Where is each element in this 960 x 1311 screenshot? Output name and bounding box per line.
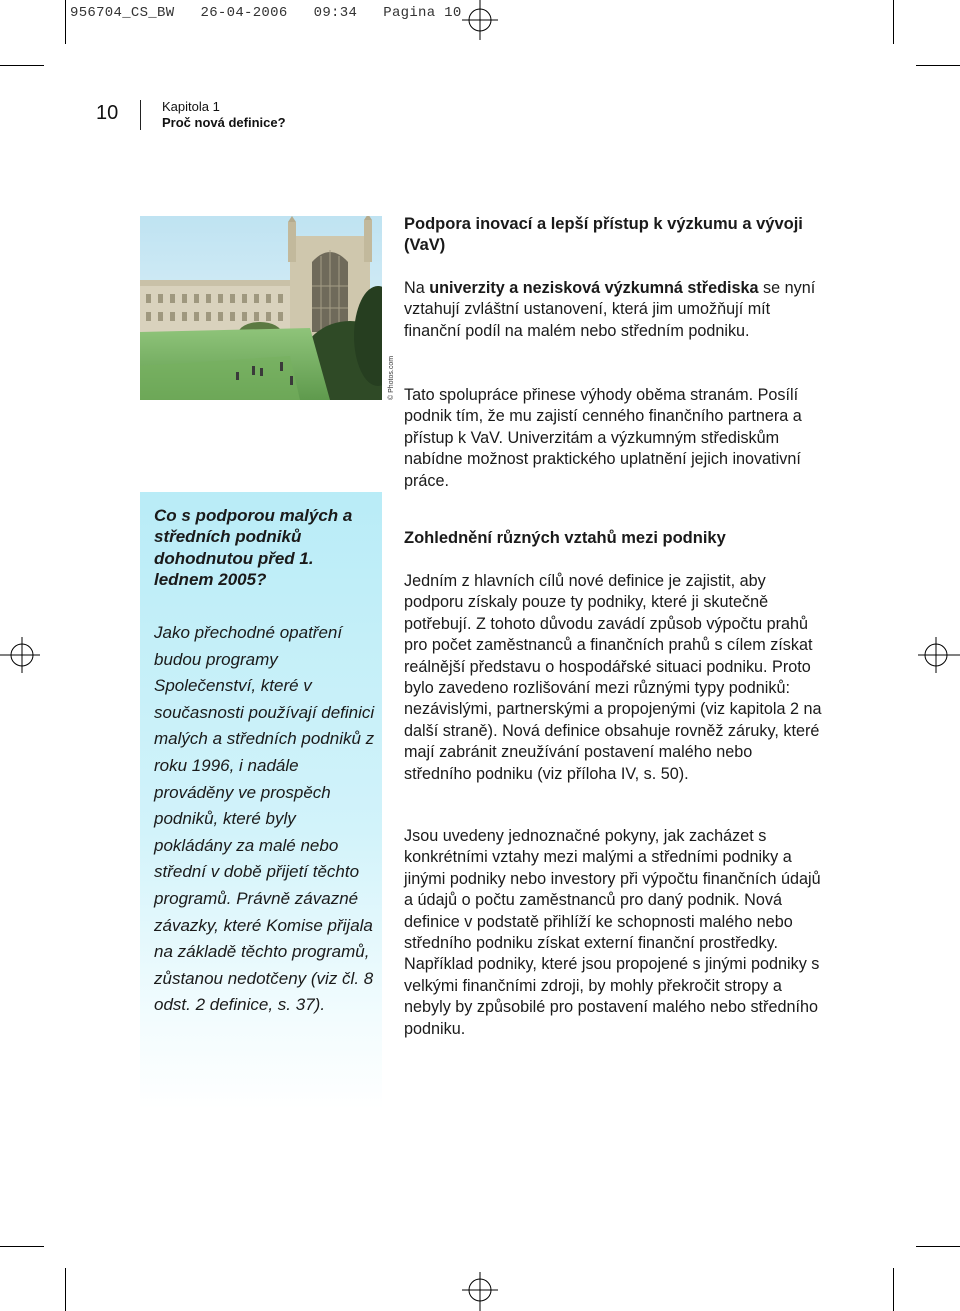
registration-mark-icon	[918, 637, 960, 673]
crop-mark	[916, 65, 960, 66]
college-photo	[140, 216, 382, 400]
paragraph-cooperation	[404, 385, 824, 492]
crop-mark	[0, 65, 44, 66]
crop-mark	[916, 1246, 960, 1247]
print-slug: 956704_CS_BW 26-04-2006 09:34 Pagina 10	[70, 5, 462, 21]
chapter-label: Kapitola 1	[162, 99, 220, 114]
chapter-title: Proč nová definice?	[162, 115, 286, 130]
header-divider	[140, 100, 141, 130]
paragraph-universities	[404, 278, 824, 342]
registration-mark-icon	[462, 0, 498, 40]
page-number: 10	[96, 102, 119, 124]
photo-credit: © Photos.com	[388, 355, 395, 400]
crop-mark	[893, 0, 894, 44]
registration-mark-icon	[462, 1272, 498, 1311]
crop-mark	[65, 0, 66, 44]
text-run: Na	[404, 279, 430, 297]
section-heading-innovation	[404, 214, 824, 257]
paragraph-guidelines	[404, 826, 824, 1040]
section-heading-relations	[404, 528, 824, 549]
sidebar-title: Co s podporou malých a středních podniků dohodnutou před 1. lednem 2005?	[154, 506, 353, 589]
text-run: se nyní vztahují zvláštní ustanovení, která jim umožňují mít finanční podíl na malém nebo středním podniku.	[404, 279, 816, 340]
paragraph: Tato spolupráce přinese výhody oběma stranám. Posílí podnik tím, že mu zajistí cenného finančního partnera a přístup k VaV. Univerzitám a výzkumným střediskům nabídne možnost praktického uplatnění jejich inovativní práce.	[404, 386, 802, 490]
paragraph	[404, 278, 824, 342]
crop-mark	[65, 1268, 66, 1311]
sidebar-body: Jako přechodné opatření budou programy Společenství, které v současnosti používají definici malých a středních podniků z roku 1996, i nadále prováděny ve prospěch podniků, které byly pokládány za malé nebo střední v době přijetí těchto programů. Právně závazné závazky, které Komise přijala na základě těchto programů, zůstanou nedotčeny (viz čl. 8 odst. 2 definice, s. 37).	[154, 623, 375, 1015]
bold-text: univerzity a nezisková výzkumná střediska	[429, 279, 759, 297]
crop-mark	[893, 1268, 894, 1311]
section-heading: Zohlednění různých vztahů mezi podniky	[404, 529, 726, 547]
registration-mark-icon	[0, 637, 40, 673]
paragraph: Jsou uvedeny jednoznačné pokyny, jak zacházet s konkrétními vztahy mezi malými a středními podniky a jinými podniky nebo investory při výpočtu finančních údajů a údajů o počtu zaměstnanců pro daný podnik. Nová definice v podstatě přihlíží ke schopnosti malého nebo středního podniku získat externí finanční prostředky. Například podniky, které jsou propojené s jinými podniky s velkými finančními zdroji, by mohly překročit stropy a nebyly by způsobilé pro postavení malého nebo středního podniku.	[404, 827, 821, 1038]
paragraph-goals	[404, 571, 824, 785]
section-heading: Podpora inovací a lepší přístup k výzkumu a vývoji (VaV)	[404, 215, 803, 255]
paragraph: Jedním z hlavních cílů nové definice je zajistit, aby podporu získaly pouze ty podniky, které ji skutečně potřebují. Z tohoto důvodu zavádí způsob výpočtu prahů pro počet zaměstnanců a finančních prahů s cílem získat reálnější představu o hospodářské situaci podniku. Proto bylo zavedeno rozlišování mezi různými typy podniků: nezávislými, partnerskými a propojenými (viz kapitola 2 na další straně). Nová definice obsahuje rovněž záruky, které mají zabránit zneužívání postavení malého nebo středního podniku (viz příloha IV, s. 50).	[404, 572, 822, 783]
crop-mark	[0, 1246, 44, 1247]
